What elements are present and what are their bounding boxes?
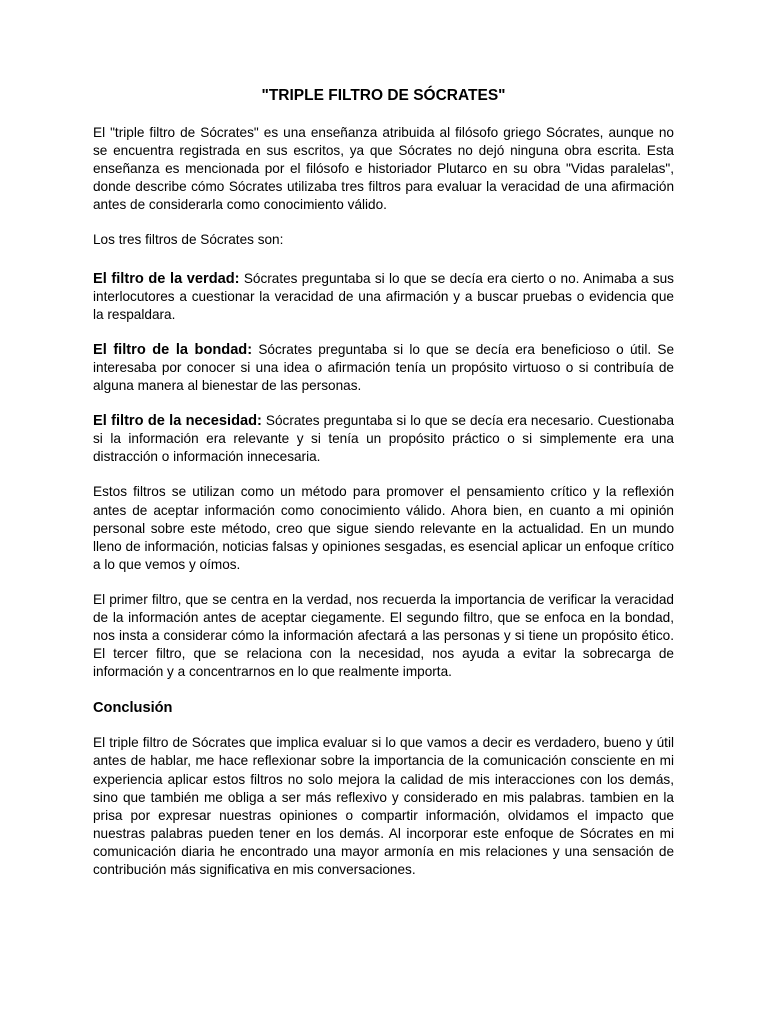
filter-necessity-name: El filtro de la necesidad: xyxy=(93,413,262,430)
conclusion-heading: Conclusión xyxy=(93,700,173,717)
filters-intro: Los tres filtros de Sócrates son: xyxy=(93,232,284,248)
filter-goodness-text: Sócrates preguntaba si lo que se decía era beneficioso o útil. Se interesaba por conocer si una idea o afirmación tenía un propósito virtuoso o si contribuía de alguna manera al bienestar de las personas. xyxy=(93,341,675,394)
filter-necessity-paragraph xyxy=(93,412,674,466)
filter-truth-text: Sócrates preguntaba si lo que se decía era cierto o no. Animaba a sus interlocutores a cuestionar la veracidad de una afirmación y a buscar pruebas o evidencia que la respaldara. xyxy=(93,270,674,322)
filter-necessity-text: Sócrates preguntaba si lo que se decía era necesario. Cuestionaba si la información era relevante y si tenía un propósito práctico o si simplemente era una distracción o información innecesaria. xyxy=(93,413,674,465)
conclusion-paragraph: El triple filtro de Sócrates que implica evaluar si lo que vamos a decir es verdadero, bueno y útil antes de hablar, me hace reflexionar sobre la importancia de la comunicación consciente en mi experiencia aplicar estos filtros no solo mejora la calidad de mis interacciones con los demás, sino que también me obliga a ser más reflexivo y considerado en mis palabras. tambien en la prisa por expresar nuestras opiniones o compartir información, olvidamos el impacto que nuestras palabras pueden tener en los demás. Al incorporar este enfoque de Sócrates en mi comunicación diaria he encontrado una mayor armonía en mis relaciones y una sensación de contribución más significativa en mis conversaciones. xyxy=(93,735,674,877)
filter-goodness-name: El filtro de la bondad: xyxy=(93,341,253,358)
document-title: "TRIPLE FILTRO DE SÓCRATES" xyxy=(261,87,506,104)
intro-paragraph: El "triple filtro de Sócrates" es una enseñanza atribuida al filósofo griego Sócrates, aunque no se encuentra registrada en sus escritos, ya que Sócrates no dejó ninguna obra escrita. Esta enseñanza es mencionada por el filósofo e historiador Plutarco en su obra "Vidas paralelas", donde describe cómo Sócrates utilizaba tres filtros para evaluar la veracidad de una afirmación antes de considerarla como conocimiento válido. xyxy=(93,125,674,213)
document-page xyxy=(93,86,674,896)
filter-goodness-paragraph xyxy=(93,341,674,395)
filter-truth-paragraph xyxy=(93,270,674,324)
filter-truth-name: El filtro de la verdad: xyxy=(93,270,240,287)
opinion-paragraph-1: Estos filtros se utilizan como un método para promover el pensamiento crítico y la reflexión antes de aceptar información como conocimiento válido. Ahora bien, en cuanto a mi opinión personal sobre este método, creo que sigue siendo relevante en la actualidad. En un mundo lleno de información, noticias falsas y opiniones sesgadas, es esencial aplicar un enfoque crítico a lo que vemos y oímos. xyxy=(93,484,674,572)
opinion-paragraph-2: El primer filtro, que se centra en la verdad, nos recuerda la importancia de verificar la veracidad de la información antes de aceptar ciegamente. El segundo filtro, que se enfoca en la bondad, nos insta a considerar cómo la información afectará a las personas y si tiene un propósito ético. El tercer filtro, que se relaciona con la necesidad, nos ayuda a evitar la sobrecarga de información y a concentrarnos en lo que realmente importa. xyxy=(93,591,674,680)
